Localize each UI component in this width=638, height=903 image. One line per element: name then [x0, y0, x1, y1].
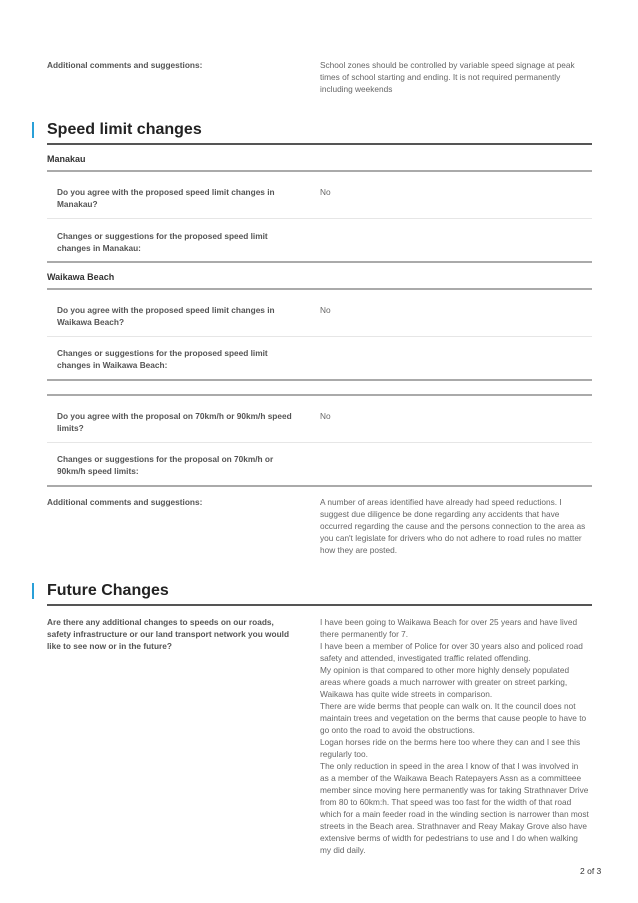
section-divider — [47, 143, 592, 145]
question-line: Do you agree with the proposed speed limit changes in — [57, 305, 275, 315]
answer-line: suggest due diligence be done regarding any accidents that have — [320, 509, 560, 519]
answer-line: how they are posted. — [320, 545, 398, 555]
answer-manakau-agree: No — [320, 187, 331, 197]
subsection-heading-manakau: Manakau — [47, 154, 86, 164]
answer-waikawa-agree: No — [320, 305, 331, 315]
question-manakau-agree — [57, 186, 307, 210]
section-title-future-changes: Future Changes — [47, 582, 169, 599]
question-line: Changes or suggestions for the proposed speed limit — [57, 231, 268, 241]
answer-line: including weekends — [320, 84, 393, 94]
question-rural-agree — [57, 410, 317, 434]
answer-line: regularly too. — [320, 749, 368, 759]
answer-line: you can't legislate for drivers who do not adhere to road rules no matter — [320, 533, 582, 543]
answer-line: The only reduction in speed in the area I know of that I was involved in — [320, 761, 579, 771]
answer-line: member since moving here permanently was for taking Strathnaver Drive — [320, 785, 589, 795]
answer-line: There are wide berms that people can walk on. It the council does not — [320, 701, 576, 711]
answer-line: times of school starting and ending. It is not required permanently — [320, 72, 561, 82]
top-comments-label: Additional comments and suggestions: — [47, 60, 203, 70]
question-line: safety infrastructure or our land transport network you would — [47, 629, 290, 639]
question-line: Do you agree with the proposed speed limit changes in — [57, 187, 275, 197]
subsection-heading-waikawa: Waikawa Beach — [47, 272, 115, 282]
section-accent-bar — [32, 583, 34, 599]
section-title-speed-limit: Speed limit changes — [47, 121, 202, 138]
question-waikawa-changes — [57, 347, 307, 371]
question-waikawa-agree — [57, 304, 307, 328]
section-accent-bar — [32, 122, 34, 138]
answer-line: I have been going to Waikawa Beach for over 25 years and have lived — [320, 617, 578, 627]
question-line: Changes or suggestions for the proposal on 70km/h or — [57, 454, 274, 464]
question-line: Do you agree with the proposal on 70km/h or 90km/h speed — [57, 411, 292, 421]
speed-comments-answer — [320, 496, 610, 556]
question-line: limits? — [57, 423, 84, 433]
answer-line: School zones should be controlled by variable speed signage at peak — [320, 60, 575, 70]
question-line: Are there any additional changes to speeds on our roads, — [47, 617, 274, 627]
row-divider — [47, 336, 592, 337]
row-divider — [47, 442, 592, 443]
question-line: changes in Waikawa Beach: — [57, 360, 168, 370]
subsection-divider — [47, 485, 592, 487]
top-comments-answer — [320, 59, 610, 95]
question-line: Waikawa Beach? — [57, 317, 125, 327]
answer-line: from 80 to 60km:h. That speed was too fast for the width of that road — [320, 797, 572, 807]
future-question — [47, 616, 312, 652]
answer-line: go onto the road to avoid the obstructions. — [320, 725, 475, 735]
subsection-divider — [47, 379, 592, 381]
answer-rural-agree: No — [320, 411, 331, 421]
subsection-divider — [47, 394, 592, 396]
answer-line: which for a main feeder road in the winding section is narrower than most — [320, 809, 589, 819]
question-line: changes in Manakau: — [57, 243, 141, 253]
answer-line: areas where goads a much narrower with greater on street parking, — [320, 677, 568, 687]
question-line: Changes or suggestions for the proposed speed limit — [57, 348, 268, 358]
answer-line: safety and attended, investigated traffic related offending. — [320, 653, 531, 663]
answer-line: My opinion is that compared to other more highly densely populated — [320, 665, 570, 675]
answer-line: streets in the Beach area. Strathnaver and Reay Makay Grove also have — [320, 821, 588, 831]
answer-line: as a member of the Waikawa Beach Ratepayers Assn as a committeee — [320, 773, 582, 783]
answer-line: my did daily. — [320, 845, 366, 855]
subsection-divider — [47, 170, 592, 172]
subsection-divider — [47, 261, 592, 263]
section-divider — [47, 604, 592, 606]
answer-line: I have been a member of Police for over 30 years also and policed road — [320, 641, 583, 651]
answer-line: maintain trees and vegetation on the berms that cause people to have to — [320, 713, 587, 723]
question-line: Manakau? — [57, 199, 98, 209]
question-rural-changes — [57, 453, 307, 477]
page-number: 2 of 3 — [580, 866, 602, 876]
question-manakau-changes — [57, 230, 307, 254]
answer-line: occurred regarding the cause and the persons connection to the area as — [320, 521, 586, 531]
question-line: 90km/h speed limits: — [57, 466, 139, 476]
subsection-divider — [47, 288, 592, 290]
answer-line: Logan horses ride on the berms here too where they can and I see this — [320, 737, 581, 747]
answer-line: Waikawa has quite wide streets in comparison. — [320, 689, 493, 699]
answer-line: A number of areas identified have already had speed reductions. I — [320, 497, 562, 507]
question-line: like to see now or in the future? — [47, 641, 172, 651]
answer-line: extensive berms of width for pedestrians to use and I do when walking — [320, 833, 578, 843]
future-answer — [320, 616, 612, 856]
speed-comments-label: Additional comments and suggestions: — [47, 497, 203, 507]
answer-line: there permanently for 7. — [320, 629, 409, 639]
row-divider — [47, 218, 592, 219]
